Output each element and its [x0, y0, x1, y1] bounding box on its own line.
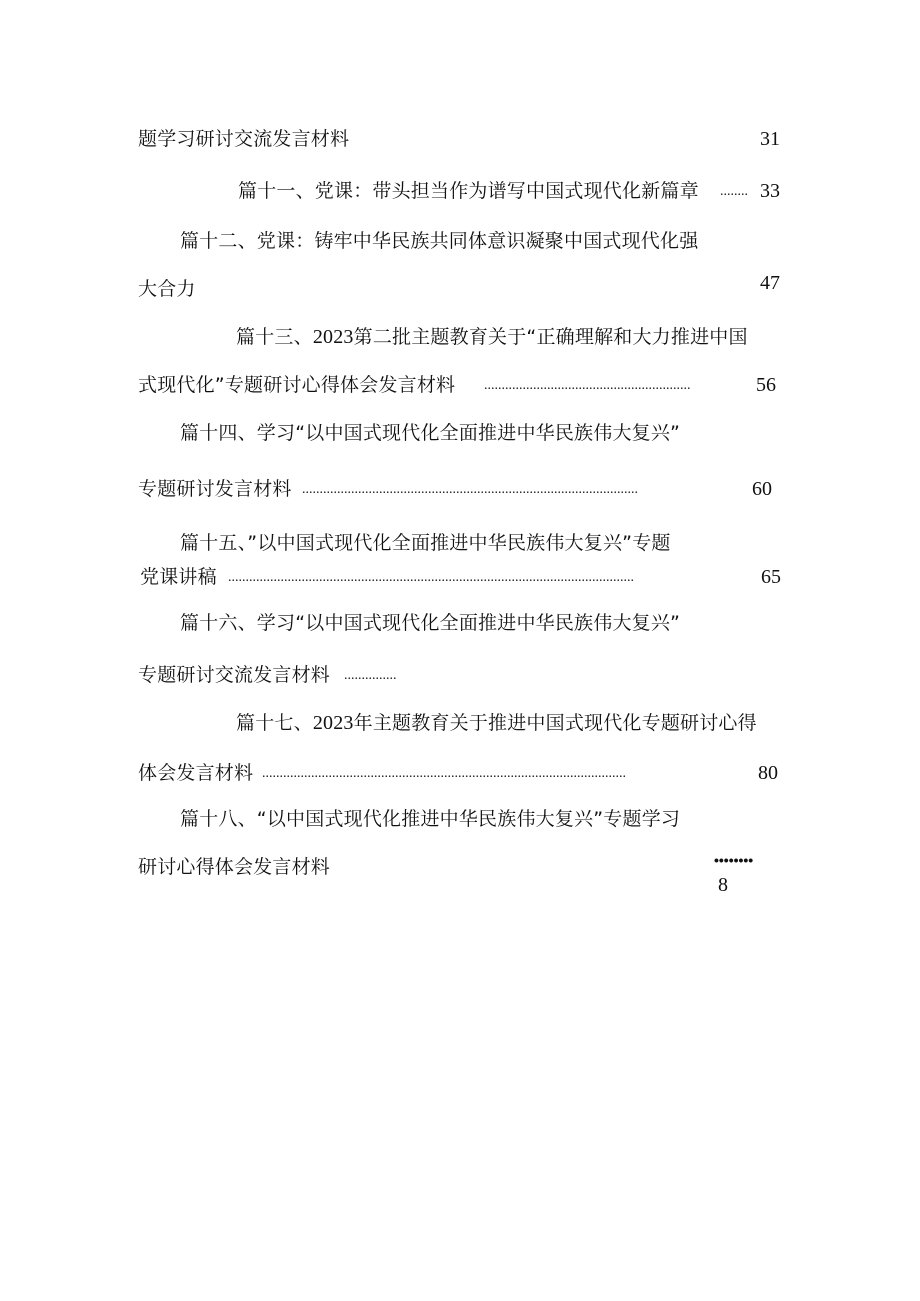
toc-entry-year: 2023 [312, 326, 354, 348]
toc-entry-text: 篇十五、”以中国式现代化全面推进中华民族伟大复兴”专题 [180, 532, 671, 554]
toc-entry-title: 第二批主题教育关于“正确理解和大力推进中国 [353, 326, 748, 348]
toc-page-number: 80 [758, 762, 778, 784]
toc-entry-text: 篇十四、学习“以中国式现代化全面推进中华民族伟大复兴” [180, 422, 681, 444]
toc-entry-text-cont: 党课讲稿 [140, 566, 217, 588]
toc-entry-text [236, 711, 757, 735]
toc-entry-text-cont: 专题研讨交流发言材料 [138, 664, 331, 686]
toc-entry-text-cont: 大合力 [138, 278, 196, 300]
toc-leader-dots: ............... [344, 668, 397, 683]
toc-entry-title: 年主题教育关于推进中国式现代化专题研讨心得 [353, 712, 757, 734]
toc-entry-text: 篇十六、学习“以中国式现代化全面推进中华民族伟大复兴” [180, 612, 681, 634]
toc-leader-dots: •••••••• [714, 852, 754, 868]
toc-page-number: 33 [760, 180, 780, 202]
toc-entry-prefix: 篇十七、 [236, 712, 313, 734]
toc-entry-year: 2023 [312, 712, 354, 734]
toc-page-number: 31 [760, 128, 780, 150]
toc-entry-text: 篇十一、党课：带头担当作为谱写中国式现代化新篇章 [238, 180, 699, 202]
toc-entry-text-cont: 体会发言材料 [138, 762, 254, 784]
toc-page-number: 8 [718, 874, 728, 896]
toc-leader-dots: ........ [720, 184, 748, 199]
toc-page-number: 47 [760, 272, 780, 294]
toc-page-number: 65 [761, 566, 781, 588]
toc-page-number: 56 [756, 374, 776, 396]
toc-page-number: 60 [752, 478, 772, 500]
toc-entry-text: 篇十二、党课：铸牢中华民族共同体意识凝聚中国式现代化强 [180, 230, 699, 252]
toc-leader-dots: ................................................................................................ [302, 482, 638, 497]
toc-entry-prefix: 篇十三、 [236, 326, 313, 348]
toc-entry-text-cont: 专题研讨发言材料 [138, 478, 292, 500]
toc-leader-dots: .................................................................................................................... [228, 570, 634, 585]
toc-entry-text: 篇十八、“以中国式现代化推进中华民族伟大复兴”专题学习 [180, 808, 681, 830]
toc-leader-dots: ........................................................................................................ [262, 766, 626, 781]
toc-entry-text-cont: 式现代化”专题研讨心得体会发言材料 [138, 374, 456, 396]
toc-leader-dots: ........................................................... [484, 378, 691, 393]
toc-entry-text-cont: 研讨心得体会发言材料 [138, 856, 331, 878]
toc-entry-text [236, 325, 748, 349]
toc-entry-text: 题学习研讨交流发言材料 [138, 128, 350, 150]
